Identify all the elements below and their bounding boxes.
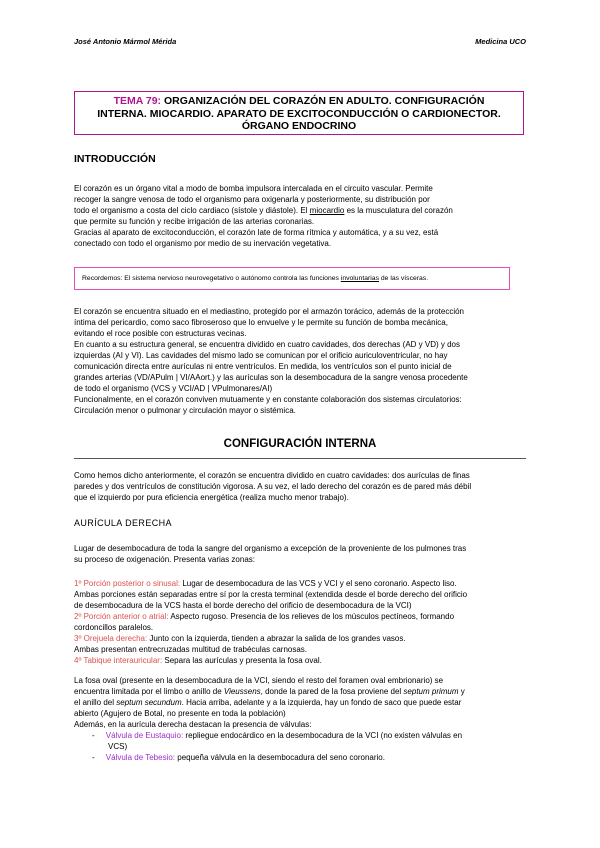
heading-introduccion: INTRODUCCIÓN (74, 153, 156, 165)
remember-note: Recordemos: El sistema nervioso neurovegetativo o autónomo controla las funciones involuntarias de las vísceras. (74, 267, 510, 290)
valvula-tebesio: - Válvula de Tebesio: pequeña válvula en la desembocadura del seno coronario. (92, 753, 385, 762)
config-paragraph: Como hemos dicho anteriormente, el corazón se encuentra dividido en cuatro cavidades: dos aurículas de finas paredes y dos ventrículos de constitución vigorosa. A su vez, el lado derecho del corazón es de pared más débil que el izquierdo por pura eficiencia energética (realiza mucho menor trabajo). (74, 471, 472, 502)
zona-3: 3º Orejuela derecha: Junto con la izquierda, tienden a abrazar la salida de los grandes vasos. (74, 634, 406, 643)
title-line-2: INTERNA. MIOCARDIO. APARATO DE EXCITOCONDUCCIÓN O CARDIONECTOR. (97, 107, 501, 120)
zona-4: 4º Tabique interauricular: Separa las aurículas y presenta la fosa oval. (74, 656, 322, 665)
zona-1: 1º Porción posterior o sinusal: Lugar de desembocadura de las VCS y VCI y el seno coronario. Aspecto liso. (74, 579, 457, 588)
title-line-3: ÓRGANO ENDOCRINO (241, 120, 357, 132)
auricula-intro: Lugar de desembocadura de toda la sangre del organismo a excepción de la proveniente de los pulmones tras su proceso de oxigenación. Presenta varias zonas: (74, 544, 467, 564)
section-divider (74, 458, 526, 459)
zona-2: 2º Porción anterior o atrial: Aspecto rugoso. Presencia de los relieves de los músculos pectíneos, formando (74, 612, 455, 621)
fosa-oval-paragraph: La fosa oval (presente en la desembocadura de la VCI, siendo el resto del foramen oval embrionario) se encuentra limitada por el limbo o anillo de Vieussens, donde la pared de la fosa proviene del septum primum y el anillo del septum secundum. Hacia arriba, adelante y a la izquierda, hay un fondo de saco que puede estar abierto (Agujero de Botal, no presente en toda la población) Además, en la aurícula derecha destacan la presencia de válvulas: - Válvula de Eustaquio: repliegue endocárdico en la desembocadura de la VCI (no existen válvulas en VCS) - Válvula de Tebesio: pequeña válvula en la desembocadura del seno coronario. (74, 675, 526, 763)
intro-paragraph: El corazón es un órgano vital a modo de bomba impulsora intercalada en el circuito vascular. Permite recoger la sangre venosa de todo el organismo para oxigenarla y posteriormente, su distribución por todo el organismo a costa del ciclo cardiaco (sístole y diástole). El miocardio es la musculatura del corazón que permite su función y recibe irrigación de las arterias coronarias. Gracias al aparato de excitoconducción, el corazón late de forma rítmica y automática, y a su vez, está conectado con todo el organismo por medio de su inervación vegetativa. (74, 184, 453, 248)
tema-number: TEMA 79: (113, 95, 162, 107)
involuntarias-term: involuntarias (340, 275, 379, 282)
valvula-eustaquio: - Válvula de Eustaquio: repliegue endocárdico en la desembocadura de la VCI (no existen válvulas en (92, 731, 463, 740)
header-course: Medicina UCO (475, 37, 526, 46)
miocardio-term: miocardio (309, 206, 345, 215)
title-box (74, 91, 524, 135)
heading-auricula-derecha: AURÍCULA DERECHA (74, 518, 172, 528)
auricula-zonas: 1º Porción posterior o sinusal: Lugar de desembocadura de las VCS y VCI y el seno coronario. Aspecto liso. Ambas porciones están separadas entre sí por la cresta terminal (extendida desde el borde derecho del orificio de desembocadura de la VCS hasta el borde derecho del orificio de desembocadura de la VCI) 2º Porción anterior o atrial: Aspecto rugoso. Presencia de los relieves de los músculos pectíneos, formando cordoncillos paralelos. 3º Orejuela derecha: Junto con la izquierda, tienden a abrazar la salida de los grandes vasos. Ambas presentan entrecruzadas multitud de trabéculas carnosas. 4º Tabique interauricular: Separa las aurículas y presenta la fosa oval. (74, 578, 526, 666)
header-author: José Antonio Mármol Mérida (74, 37, 177, 46)
title-line-1: TEMA 79: ORGANIZACIÓN DEL CORAZÓN EN ADULTO. CONFIGURACIÓN (113, 95, 485, 107)
heading-configuracion-interna: CONFIGURACIÓN INTERNA (223, 438, 377, 450)
situacion-paragraph: El corazón se encuentra situado en el mediastino, protegido por el armazón torácico, además de la protección íntima del pericardio, como saco fibroseroso que lo envuelve y le permite su función de bomba mecánica, evitando el roce posible con estructuras vecinas. En cuanto a su estructura general, se encuentra dividido en cuatro cavidades, dos derechas (AD y VD) y dos izquierdas (AI y VI). Las cavidades del mismo lado se comunican por el orificio auriculoventricular, no hay comunicación directa entre aurículas ni entre ventrículos. En medida, los ventrículos son el punto inicial de grandes arterias (VD/APulm | VI/AAort.) y las aurículas son la desembocadura de la sangre venosa procedente de todo el organismo (VCS y VCI/AD | VPulmonares/AI) Funcionalmente, en el corazón conviven mutuamente y en constante colaboración dos sistemas circulatorios: Circulación menor o pulmonar y circulación mayor o sistémica. (74, 307, 468, 415)
